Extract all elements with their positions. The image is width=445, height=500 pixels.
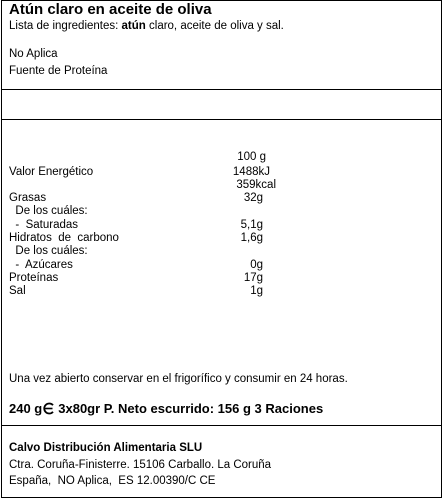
section-divider (1, 425, 442, 426)
company-name: Calvo Distribución Alimentaria SLU (9, 442, 203, 454)
nutrition-column-header: 100 g (237, 151, 266, 163)
nutrient-value: 17g (243, 272, 263, 284)
nutrient-value: 5,1g (240, 219, 263, 231)
nutrient-label: - Azúcares (9, 259, 73, 271)
company-address: Ctra. Coruña-Finisterre. 15106 Carballo. La Coruña (9, 459, 272, 471)
storage-instructions: Una vez abierto conservar en el frigorífico y consumir en 24 horas. (9, 373, 348, 385)
section-divider (1, 119, 442, 120)
nutrient-value: 1,6g (240, 232, 263, 244)
ingredients-line (9, 19, 284, 33)
nutrient-value: 1g (250, 285, 263, 297)
nutrient-label: De los cuáles: (9, 245, 88, 257)
net-weight: 240 g (9, 401, 43, 416)
energy-kj: 1488kJ (232, 166, 270, 178)
nutrient-label: Sal (9, 285, 26, 297)
energy-label: Valor Energético (9, 166, 94, 178)
claim-no-aplica: No Aplica (9, 48, 58, 60)
nutrient-value: 0g (250, 259, 263, 271)
company-registry: España, NO Aplica, ES 12.00390/C CE (9, 475, 216, 487)
section-divider (1, 89, 442, 90)
portion-info: 3x80gr P. Neto escurrido: 156 g 3 Raciones (58, 401, 324, 416)
nutrient-label: Proteínas (9, 272, 59, 284)
nutrient-label: - Saturadas (9, 219, 79, 231)
nutrient-label: De los cuáles: (9, 205, 88, 217)
ingredients-prefix: Lista de ingredientes: (9, 20, 122, 32)
energy-kcal: 359kcal (236, 179, 276, 191)
claim-protein: Fuente de Proteína (9, 65, 108, 77)
nutrient-value: 32g (243, 192, 263, 204)
ingredients-allergen: atún (121, 20, 146, 32)
nutrient-label: Grasas (9, 192, 47, 204)
nutrient-label: Hidratos de carbono (9, 232, 119, 244)
estimated-sign-icon (42, 402, 56, 415)
weights-line (9, 401, 323, 417)
product-title: Atún claro en aceite de oliva (9, 1, 212, 18)
ingredients-rest: claro, aceite de oliva y sal. (145, 20, 284, 32)
